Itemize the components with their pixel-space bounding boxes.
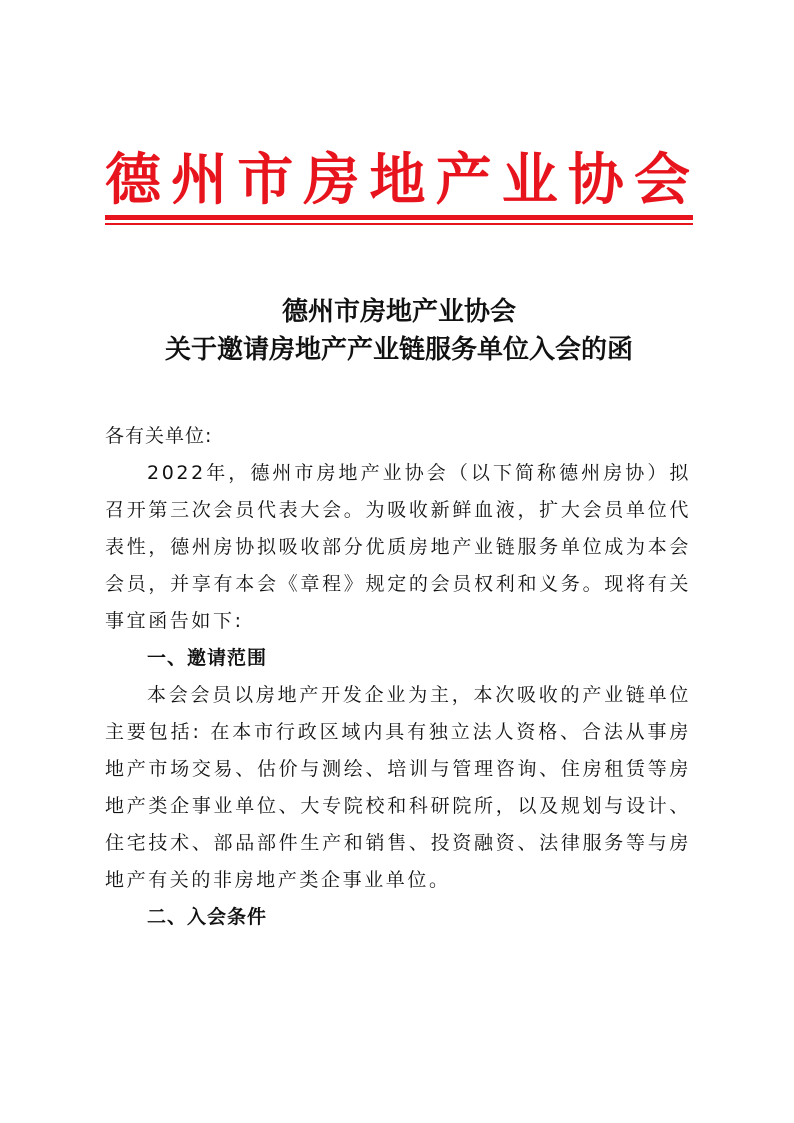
intro-paragraph: 2022年，德州市房地产业协会（以下简称德州房协）拟召开第三次会员代表大会。为吸收新鲜血液，扩大会员单位代表性，德州房协拟吸收部分优质房地产业链服务单位成为本会会员，并享有本会《章程》规定的会员权利和义务。现将有关事宜函告如下: [105, 462, 691, 632]
letterhead-char: 房 [303, 147, 360, 213]
letterhead-char: 市 [237, 147, 294, 213]
document-title-line2: 关于邀请房地产产业链服务单位入会的函 [164, 335, 633, 365]
letterhead-char: 德 [105, 147, 161, 213]
section-heading-invitation-scope: 一、邀请范围 [147, 647, 268, 669]
letterhead-title [105, 140, 690, 220]
letterhead-rule-thin [105, 223, 693, 225]
document-body [105, 418, 691, 936]
document-title-line1: 德州市房地产业协会 [281, 297, 516, 327]
letterhead-rule-thick [105, 215, 693, 220]
letterhead-char: 产 [435, 147, 492, 213]
letterhead-char: 地 [369, 147, 426, 213]
document-title [105, 293, 693, 369]
letterhead-char: 业 [501, 147, 558, 213]
invitation-scope-paragraph: 本会会员以房地产开发企业为主，本次吸收的产业链单位主要包括: 在本市行政区域内具有独立法人资格、合法从事房地产市场交易、估价与测绘、培训与管理咨询、住房租赁等房地产类企事业单位、大专院校和科研院所，以及规划与设计、住宅技术、部品部件生产和销售、投资融资、法律服务等与房地产有关的非房地产类企事业单位。 [105, 684, 691, 891]
section-heading-membership-conditions: 二、入会条件 [147, 906, 268, 928]
letterhead-char: 协 [567, 147, 624, 213]
salutation: 各有关单位: [105, 425, 213, 447]
letterhead-char: 会 [634, 147, 690, 213]
letterhead-char: 州 [171, 147, 228, 213]
